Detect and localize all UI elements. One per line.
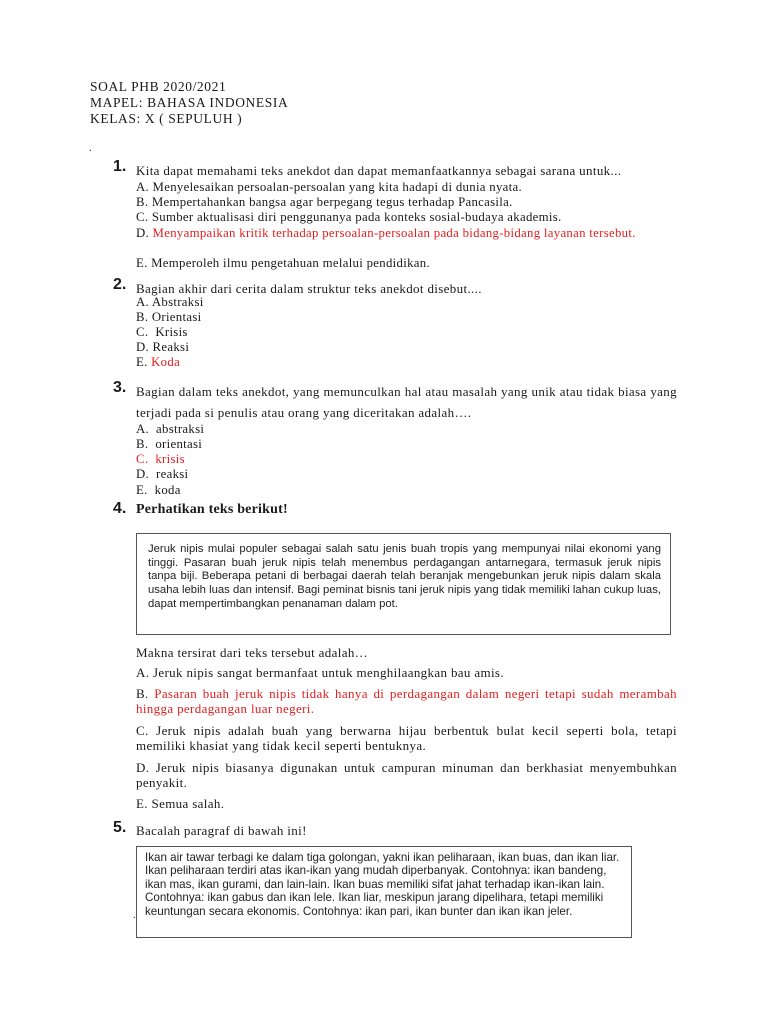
option-e: E. Semua salah.: [136, 796, 225, 811]
option-d-answer: D. Menyampaikan kritik terhadap persoalan-persoalan pada bidang-bidang layanan tersebut.: [136, 226, 636, 240]
option-e-answer: E. Koda: [136, 355, 181, 369]
option-d: D. Reaksi: [136, 340, 190, 354]
header-line-subject: MAPEL: BAHASA INDONESIA: [90, 95, 289, 110]
question-number: 5.: [113, 819, 127, 836]
question-text: Kita dapat memahami teks anekdot dan dapat memanfaatkannya sebagai sarana untuk...: [136, 163, 622, 178]
question-text: Bagian akhir dari cerita dalam struktur teks anekdot disebut....: [136, 281, 482, 296]
question-prompt: Makna tersirat dari teks tersebut adalah…: [136, 645, 369, 660]
option-c: C. Sumber aktualisasi diri penggunanya pada konteks sosial-budaya akademis.: [136, 210, 562, 224]
option-b: B. Orientasi: [136, 310, 202, 324]
option-c: C. Krisis: [136, 325, 188, 339]
option-a: A. Jeruk nipis sangat bermanfaat untuk menghilaangkan bau amis.: [136, 665, 504, 680]
option-b: B. orientasi: [136, 437, 203, 451]
option-e: E. Memperoleh ilmu pengetahuan melalui pendidikan.: [136, 256, 430, 270]
question-text: Bagian dalam teks anekdot, yang memunculkan hal atau masalah yang unik atau tidak biasa yang terjadi pada si penulis atau orang yang diceritakan adalah….: [136, 384, 677, 420]
stray-dot: .: [89, 143, 92, 154]
passage-text: Jeruk nipis mulai populer sebagai salah satu jenis buah tropis yang mempunyai nilai ekonomi yang tinggi. Pasaran buah jeruk nipis telah menembus perdagangan antarnegara, termasuk jeruk nipis tanpa biji. Beberapa petani di berbagai daerah telah beranjak mengebunkan jeruk nipis dalam skala usaha lebih luas dan intensif. Bagi peminat bisnis tani jeruk nipis yang tidak memiliki lahan cukup luas, dapat mempertimbangkan penanaman dalam pot.: [148, 543, 661, 610]
option-c: C. Jeruk nipis adalah buah yang berwarna hijau berbentuk bulat kecil seperti bola, tetapi memiliki khasiat yang tidak kecil seperti bentuknya.: [136, 723, 677, 753]
stray-dot: .: [133, 910, 136, 921]
option-b: B. Mempertahankan bangsa agar berpegang tegus terhadap Pancasila.: [136, 195, 513, 209]
passage-text: Ikan air tawar terbagi ke dalam tiga golongan, yakni ikan peliharaan, ikan buas, dan ikan liar. Ikan peliharaan terdiri atas ikan-ikan yang mudah diperbanyak. Contohnya: ikan bandeng, ikan mas, ikan gurami, dan lain-lain. Ikan buas memiliki sifat jahat terhadap ikan-ikan lain. Contohnya: ikan gabus dan ikan lele. Ikan liar, meskipun jarang dipelihara, tetapi memiliki keuntungan secara ekonomis. Contohnya: ikan pari, ikan bunter dan ikan ikan jeler.: [145, 851, 620, 918]
question-number: 4.: [113, 500, 127, 517]
header-line-title: SOAL PHB 2020/2021: [90, 79, 227, 94]
header-line-class: KELAS: X ( SEPULUH ): [90, 111, 243, 126]
option-e: E. koda: [136, 483, 181, 497]
option-d: D. reaksi: [136, 467, 189, 481]
option-a: A. Abstraksi: [136, 295, 204, 309]
question-number: 2.: [113, 276, 127, 293]
question-number: 3.: [113, 379, 127, 396]
passage-box: [136, 533, 671, 635]
question-text: Bacalah paragraf di bawah ini!: [136, 823, 307, 838]
passage-box: [136, 846, 632, 938]
option-c-answer: C. krisis: [136, 452, 185, 466]
question-number: 1.: [113, 158, 127, 175]
option-b-answer: B. Pasaran buah jeruk nipis tidak hanya di perdagangan dalam negeri tetapi sudah merambah hingga perdagangan luar negeri.: [136, 686, 677, 716]
option-d: D. Jeruk nipis biasanya digunakan untuk campuran minuman dan berkhasiat menyembuhkan penyakit.: [136, 760, 677, 790]
option-a: A. Menyelesaikan persoalan-persoalan yang kita hadapi di dunia nyata.: [136, 180, 522, 194]
question-text: Perhatikan teks berikut!: [136, 502, 288, 517]
option-a: A. abstraksi: [136, 422, 205, 436]
